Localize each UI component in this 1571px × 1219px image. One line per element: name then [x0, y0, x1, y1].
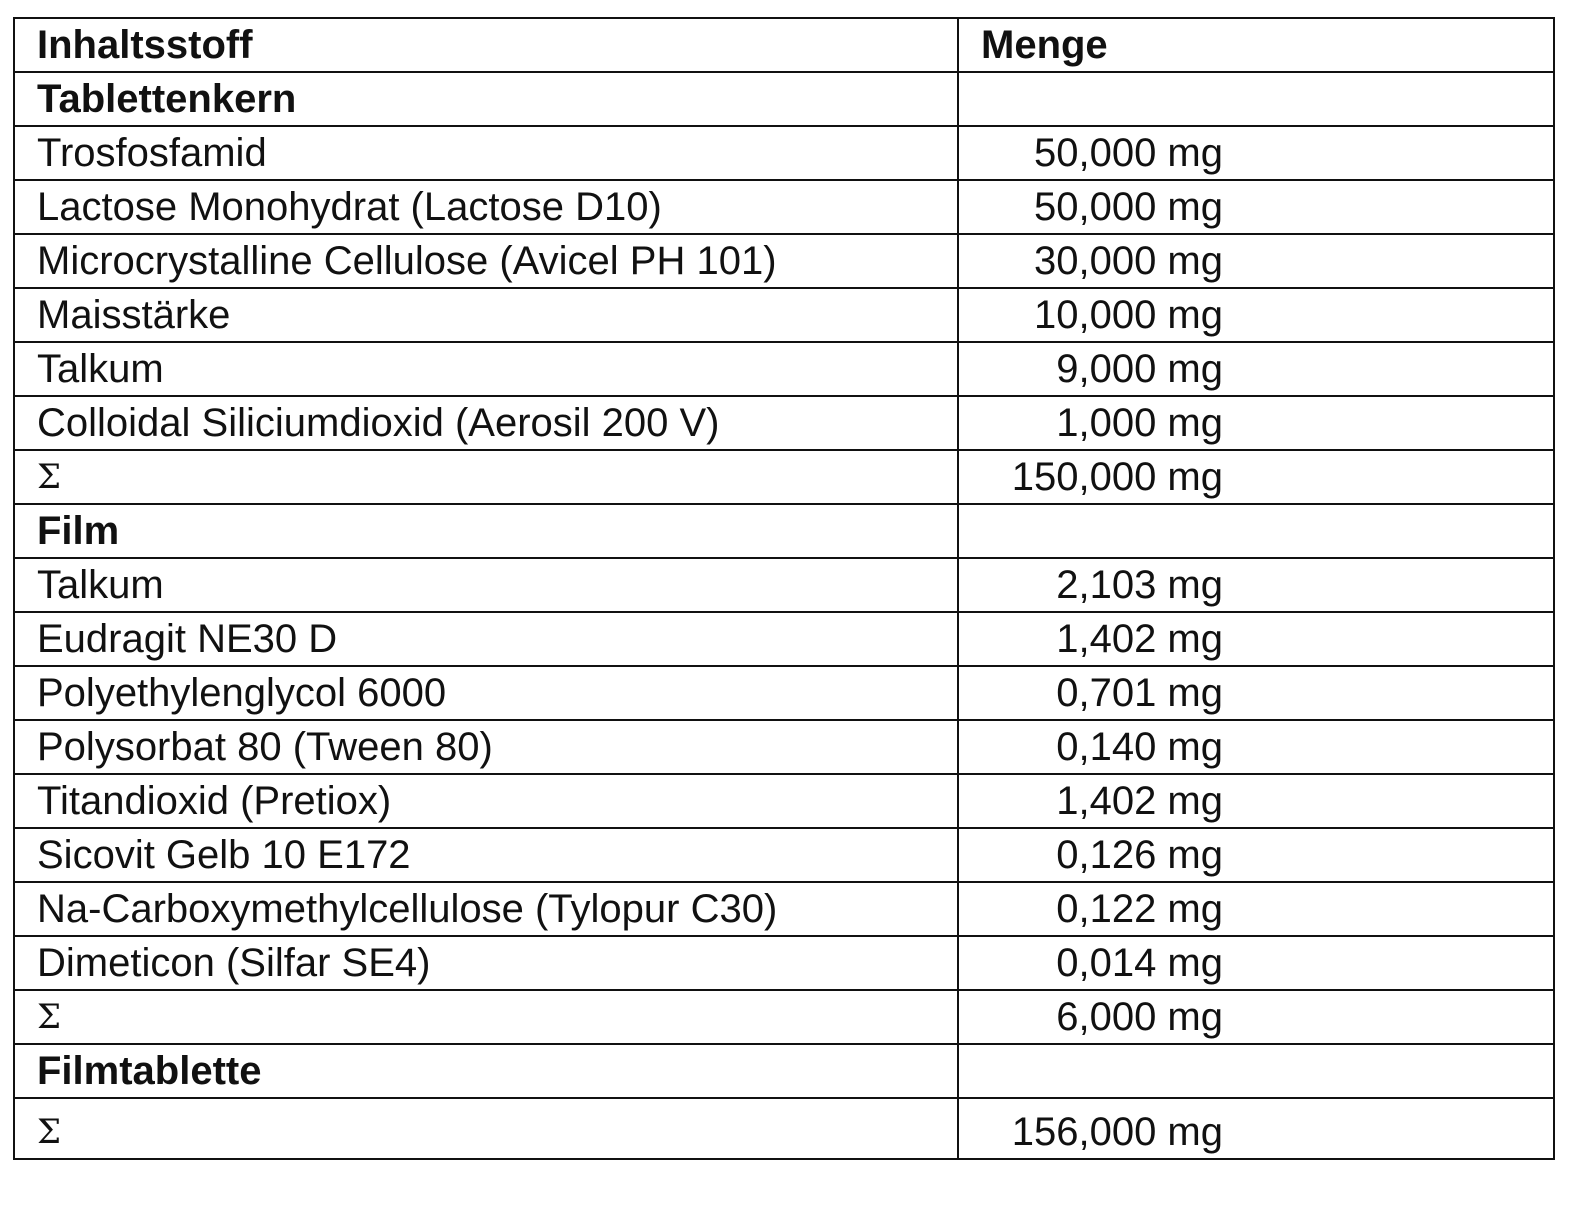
sum-symbol: Σ	[14, 450, 958, 504]
table-row	[14, 720, 1554, 774]
amount-cell	[958, 666, 1554, 720]
table-row	[14, 180, 1554, 234]
ingredient-amount: 1,402 mg	[1056, 617, 1223, 661]
amount-cell	[958, 396, 1554, 450]
ingredient-name: Titandioxid (Pretiox)	[14, 774, 958, 828]
amount-cell	[958, 450, 1554, 504]
amount-cell	[958, 936, 1554, 990]
ingredient-amount: 1,402 mg	[1056, 779, 1223, 823]
amount-cell	[958, 558, 1554, 612]
table-body	[14, 18, 1554, 1159]
ingredient-name: Trosfosfamid	[14, 126, 958, 180]
amount-cell	[958, 774, 1554, 828]
table-row	[14, 234, 1554, 288]
ingredient-amount: 1,000 mg	[1056, 401, 1223, 445]
ingredient-amount: 10,000 mg	[1033, 293, 1223, 337]
amount-cell	[958, 720, 1554, 774]
table-row	[14, 828, 1554, 882]
sum-symbol: Σ	[14, 990, 958, 1044]
ingredient-amount: 50,000 mg	[1033, 185, 1223, 229]
amount-cell	[958, 504, 1554, 558]
ingredient-name: Sicovit Gelb 10 E172	[14, 828, 958, 882]
section-row	[14, 504, 1554, 558]
ingredient-amount: 0,122 mg	[1056, 887, 1223, 931]
ingredient-name: Colloidal Siliciumdioxid (Aerosil 200 V)	[14, 396, 958, 450]
section-label: Filmtablette	[14, 1044, 958, 1098]
table-row	[14, 288, 1554, 342]
ingredient-name: Maisstärke	[14, 288, 958, 342]
table-header-row	[14, 18, 1554, 72]
table-row	[14, 612, 1554, 666]
sum-amount: 150,000 mg	[1011, 455, 1223, 499]
sum-row	[14, 1098, 1554, 1159]
ingredient-amount: 0,126 mg	[1056, 833, 1223, 877]
ingredient-name: Talkum	[14, 342, 958, 396]
table-row	[14, 396, 1554, 450]
sum-amount: 156,000 mg	[1011, 1110, 1223, 1154]
ingredient-amount: 30,000 mg	[1033, 239, 1223, 283]
ingredient-name: Lactose Monohydrat (Lactose D10)	[14, 180, 958, 234]
section-row	[14, 72, 1554, 126]
sum-row	[14, 990, 1554, 1044]
section-row	[14, 1044, 1554, 1098]
section-label: Tablettenkern	[14, 72, 958, 126]
ingredient-name: Microcrystalline Cellulose (Avicel PH 101)	[14, 234, 958, 288]
amount-cell	[958, 72, 1554, 126]
sum-symbol: Σ	[14, 1098, 958, 1159]
table-row	[14, 558, 1554, 612]
ingredient-name: Talkum	[14, 558, 958, 612]
table-row	[14, 774, 1554, 828]
composition-table	[13, 17, 1555, 1160]
amount-cell	[958, 1098, 1554, 1159]
ingredient-name: Polyethylenglycol 6000	[14, 666, 958, 720]
amount-cell	[958, 882, 1554, 936]
amount-cell	[958, 288, 1554, 342]
ingredient-amount: 9,000 mg	[1056, 347, 1223, 391]
sum-row	[14, 450, 1554, 504]
amount-cell	[958, 342, 1554, 396]
ingredient-amount: 50,000 mg	[1033, 131, 1223, 175]
amount-cell	[958, 828, 1554, 882]
ingredient-amount: 0,140 mg	[1056, 725, 1223, 769]
ingredient-name: Na-Carboxymethylcellulose (Tylopur C30)	[14, 882, 958, 936]
amount-cell	[958, 990, 1554, 1044]
amount-cell	[958, 180, 1554, 234]
amount-cell	[958, 234, 1554, 288]
table-row	[14, 882, 1554, 936]
amount-cell	[958, 126, 1554, 180]
amount-cell	[958, 612, 1554, 666]
table-row	[14, 342, 1554, 396]
table-row	[14, 936, 1554, 990]
table-row	[14, 666, 1554, 720]
header-ingredient: Inhaltsstoff	[14, 18, 958, 72]
ingredient-amount: 0,701 mg	[1056, 671, 1223, 715]
ingredient-amount: 2,103 mg	[1056, 563, 1223, 607]
sum-amount: 6,000 mg	[1056, 995, 1223, 1039]
ingredient-name: Dimeticon (Silfar SE4)	[14, 936, 958, 990]
ingredient-amount: 0,014 mg	[1056, 941, 1223, 985]
ingredient-name: Eudragit NE30 D	[14, 612, 958, 666]
header-amount: Menge	[958, 18, 1554, 72]
amount-cell	[958, 1044, 1554, 1098]
ingredient-name: Polysorbat 80 (Tween 80)	[14, 720, 958, 774]
section-label: Film	[14, 504, 958, 558]
table-row	[14, 126, 1554, 180]
